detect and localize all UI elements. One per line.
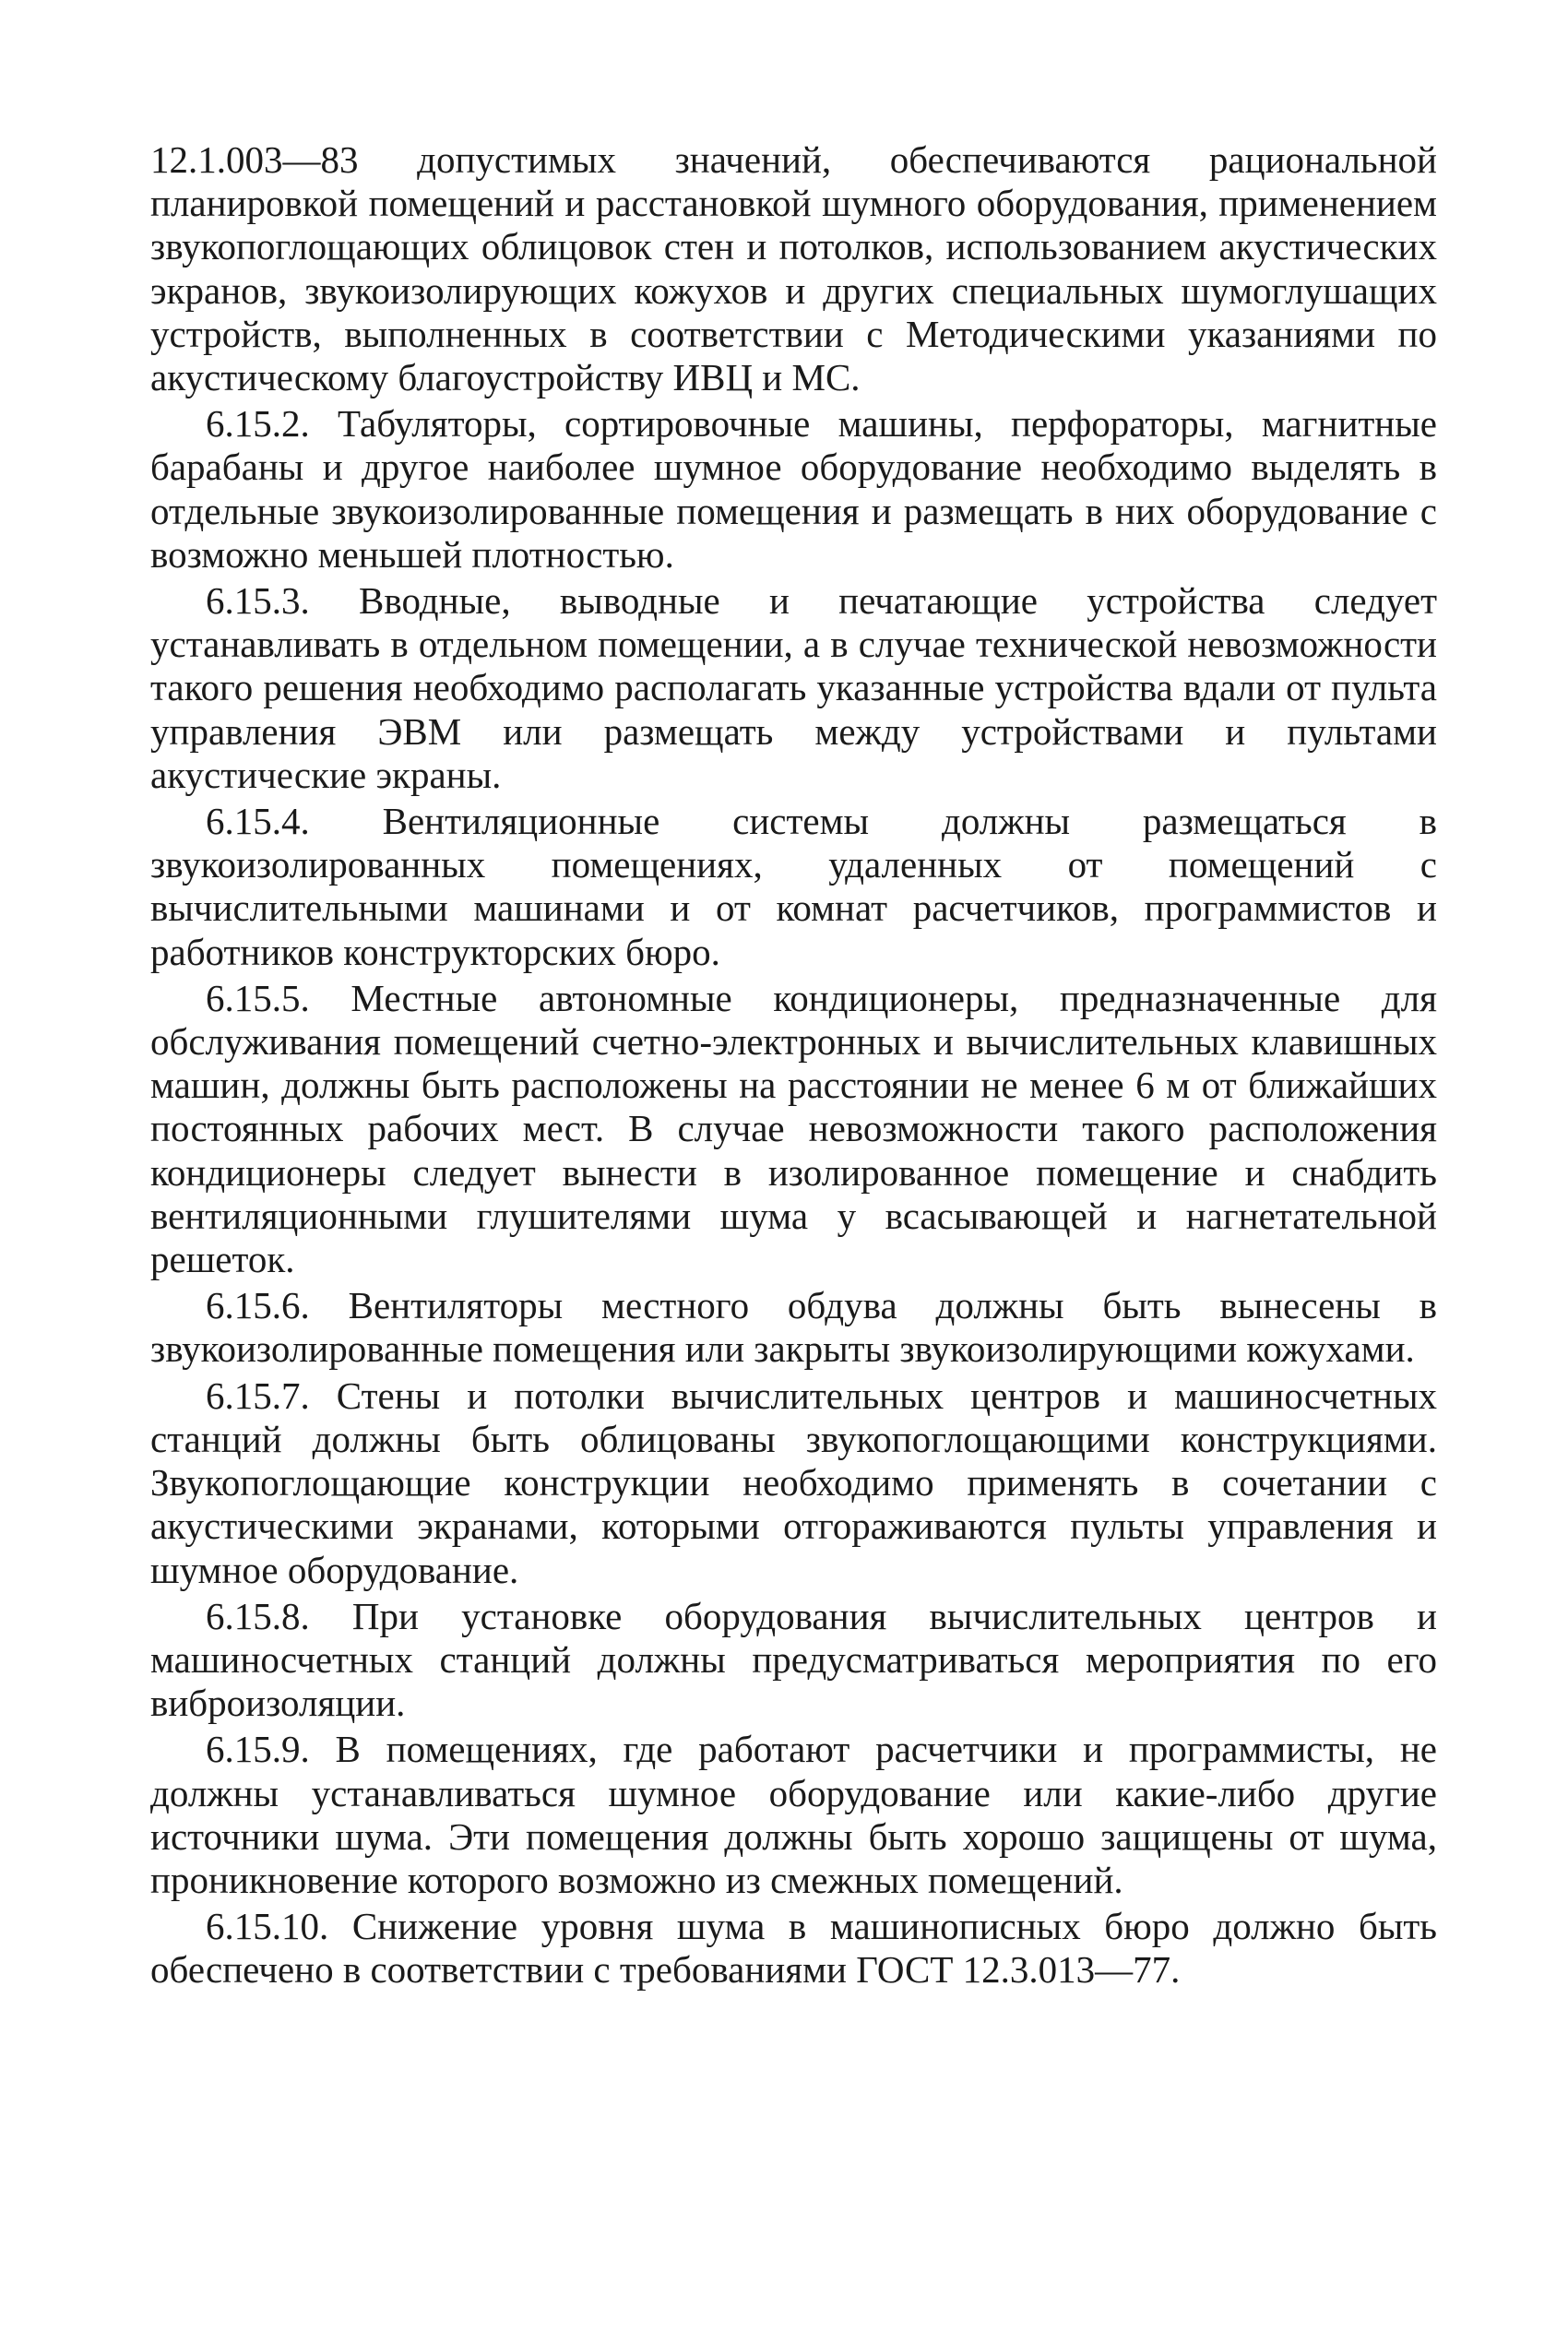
paragraph-continuation: 12.1.003—83 допустимых значений, обеспечиваются рациональной планировкой помещений и расстановкой шумного оборудования, применением звукопоглощающих облицовок стен и потолков, использованием акустических экранов, звукоизолирующих кожухов и других специальных шумоглушащих устройств, выполненных в соответствии с Методическими указаниями по акустическому благоустройству ИВЦ и МС. bbox=[150, 138, 1437, 399]
paragraph-6-15-8: 6.15.8. При установке оборудования вычислительных центров и машиносчетных станций должны предусматриваться мероприятия по его виброизоляции. bbox=[150, 1594, 1437, 1725]
paragraph-6-15-10: 6.15.10. Снижение уровня шума в машинописных бюро должно быть обеспечено в соответствии с требованиями ГОСТ 12.3.013—77. bbox=[150, 1905, 1437, 1992]
paragraph-6-15-5: 6.15.5. Местные автономные кондиционеры, предназначенные для обслуживания помещений счетно-электронных и вычислительных клавишных машин, должны быть расположены на расстоянии не менее 6 м от ближайших постоянных рабочих мест. В случае невозможности такого расположения кондиционеры следует вынести в изолированное помещение и снабдить вентиляционными глушителями шума у всасывающей и нагнетательной решеток. bbox=[150, 976, 1437, 1281]
paragraph-6-15-6: 6.15.6. Вентиляторы местного обдува должны быть вынесены в звукоизолированные помещения или закрыты звукоизолирующими кожухами. bbox=[150, 1284, 1437, 1371]
paragraph-6-15-4: 6.15.4. Вентиляционные системы должны размещаться в звукоизолированных помещениях, удаленных от помещений с вычислительными машинами и от комнат расчетчиков, программистов и работников конструкторских бюро. bbox=[150, 800, 1437, 973]
paragraph-6-15-3: 6.15.3. Вводные, выводные и печатающие устройства следует устанавливать в отдельном помещении, а в случае технической невозможности такого решения необходимо располагать указанные устройства вдали от пульта управления ЭВМ или размещать между устройствами и пультами акустические экраны. bbox=[150, 579, 1437, 796]
paragraph-6-15-7: 6.15.7. Стены и потолки вычислительных центров и машиносчетных станций должны быть облицованы звукопоглощающими конструкциями. Звукопоглощающие конструкции необходимо применять в сочетании с акустическими экранами, которыми отгораживаются пульты управления и шумное оборудование. bbox=[150, 1374, 1437, 1591]
document-page bbox=[150, 138, 1437, 1995]
paragraph-6-15-9: 6.15.9. В помещениях, где работают расчетчики и программисты, не должны устанавливаться шумное оборудование или какие-либо другие источники шума. Эти помещения должны быть хорошо защищены от шума, проникновение которого возможно из смежных помещений. bbox=[150, 1728, 1437, 1901]
paragraph-6-15-2: 6.15.2. Табуляторы, сортировочные машины, перфораторы, магнитные барабаны и другое наиболее шумное оборудование необходимо выделять в отдельные звукоизолированные помещения и размещать в них оборудование с возможно меньшей плотностью. bbox=[150, 402, 1437, 576]
